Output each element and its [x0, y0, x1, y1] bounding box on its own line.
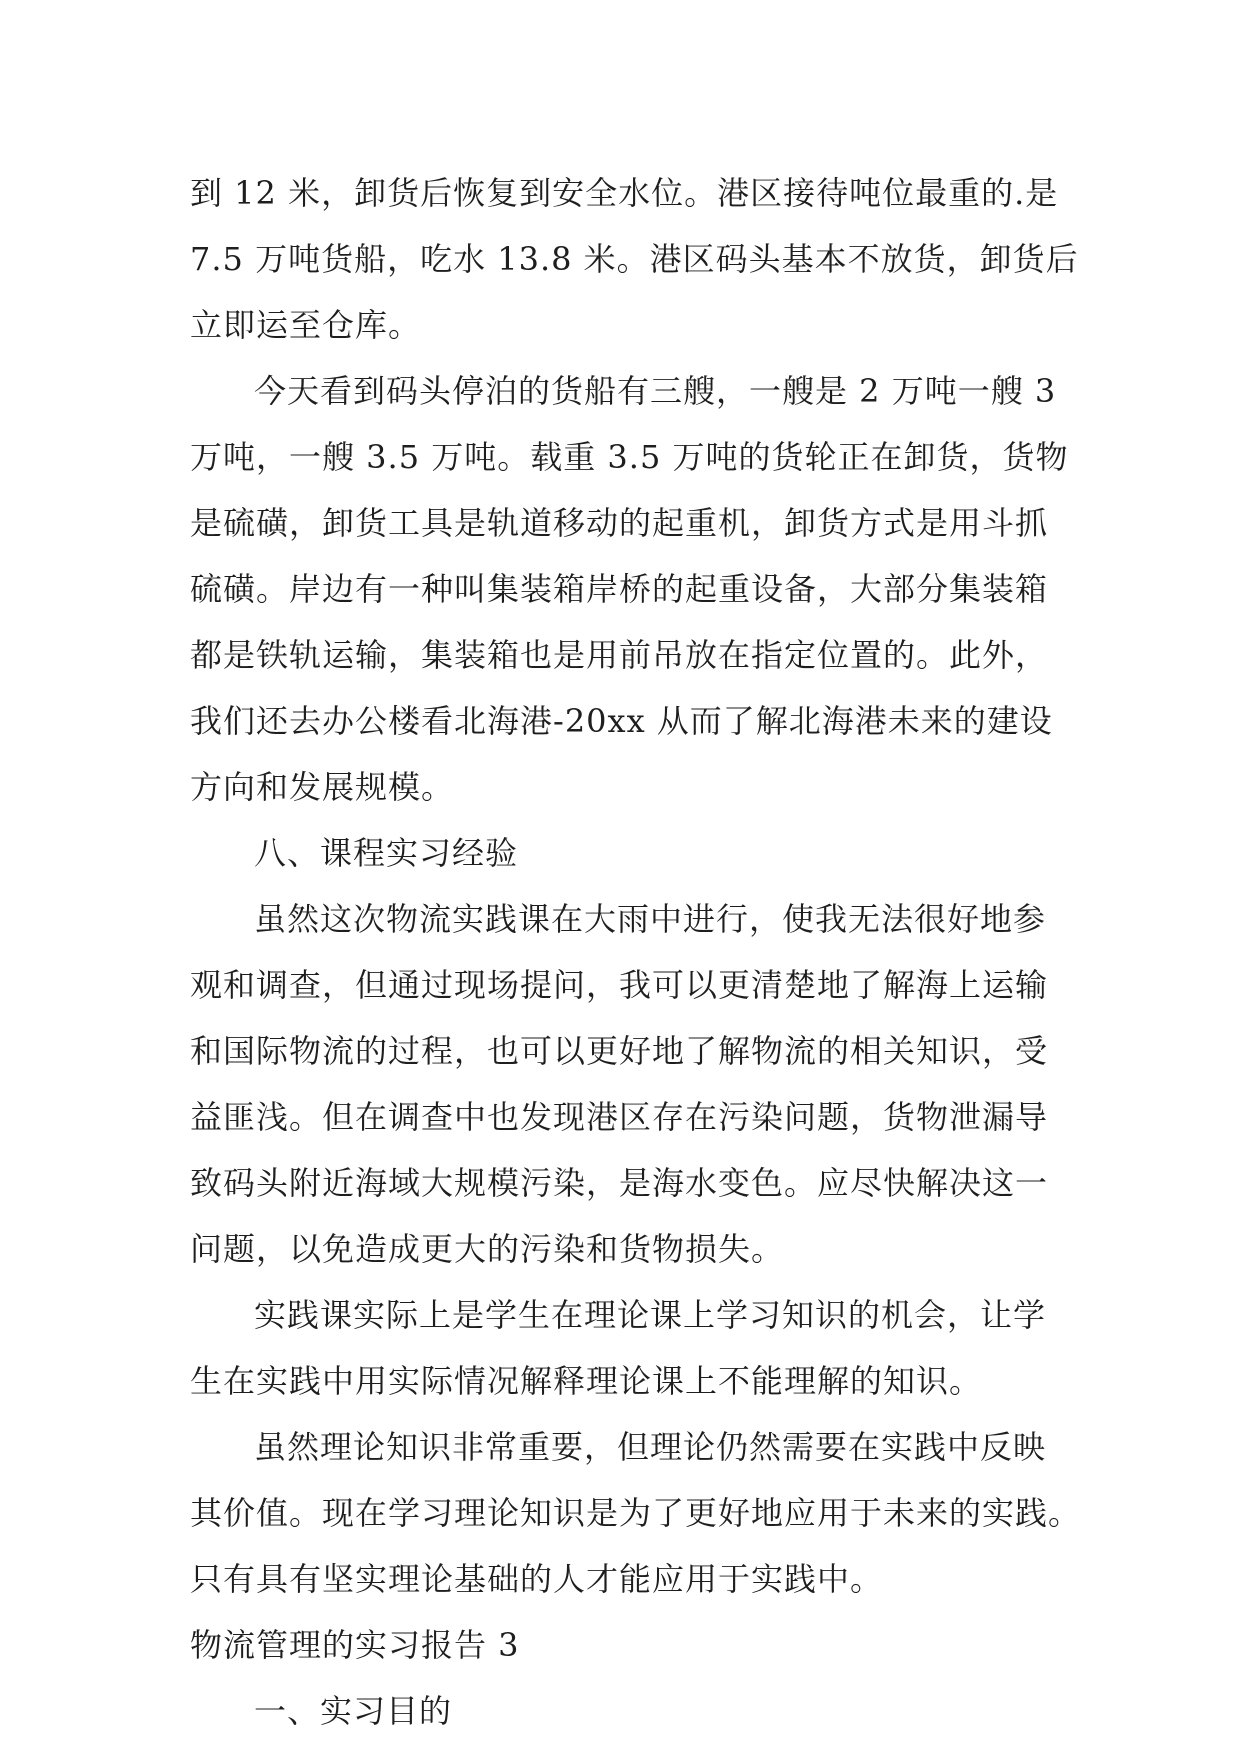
paragraph-line: 益匪浅。但在调查中也发现港区存在污染问题，货物泄漏导: [190, 1098, 1049, 1136]
paragraph: [190, 358, 1069, 820]
paragraph-line: 虽然这次物流实践课在大雨中进行，使我无法很好地参: [254, 900, 1047, 938]
paragraph-line: 生在实践中用实际情况解释理论课上不能理解的知识。: [190, 1362, 983, 1400]
section-heading: 一、实习目的: [254, 1692, 453, 1730]
section-heading: 物流管理的实习报告 3: [190, 1626, 520, 1664]
paragraph-line: 立即运至仓库。: [190, 306, 422, 344]
paragraph-line: 硫磺。岸边有一种叫集装箱岸桥的起重设备，大部分集装箱: [190, 570, 1049, 608]
section-heading: 八、课程实习经验: [254, 834, 519, 872]
document-body: [190, 160, 1082, 1744]
paragraph: [190, 886, 1060, 1282]
paragraph: [190, 1282, 1060, 1414]
paragraph-line: 问题，以免造成更大的污染和货物损失。: [190, 1230, 785, 1268]
paragraph-line: 今天看到码头停泊的货船有三艘，一艘是 2 万吨一艘 3: [254, 372, 1057, 410]
paragraph-line: 其价值。现在学习理论知识是为了更好地应用于未来的实践。: [190, 1494, 1082, 1532]
paragraph-line: 都是铁轨运输，集装箱也是用前吊放在指定位置的。此外，: [190, 636, 1049, 674]
paragraph-line: 方向和发展规模。: [190, 768, 455, 806]
paragraph-line: 万吨，一艘 3.5 万吨。载重 3.5 万吨的货轮正在卸货，货物: [190, 438, 1069, 476]
paragraph-line: 7.5 万吨货船，吃水 13.8 米。港区码头基本不放货，卸货后: [190, 240, 1079, 278]
paragraph-line: 致码头附近海域大规模污染，是海水变色。应尽快解决这一: [190, 1164, 1049, 1202]
paragraph-line: 实践课实际上是学生在理论课上学习知识的机会，让学: [254, 1296, 1047, 1334]
paragraph: [190, 1414, 1082, 1612]
paragraph-line: 是硫磺，卸货工具是轨道移动的起重机，卸货方式是用斗抓: [190, 504, 1049, 542]
paragraph: [190, 160, 1079, 358]
paragraph-line: 我们还去办公楼看北海港-20xx 从而了解北海港未来的建设: [190, 702, 1053, 740]
paragraph-line: 只有具有坚实理论基础的人才能应用于实践中。: [190, 1560, 884, 1598]
paragraph-line: 和国际物流的过程，也可以更好地了解物流的相关知识，受: [190, 1032, 1049, 1070]
paragraph-line: 虽然理论知识非常重要，但理论仍然需要在实践中反映: [254, 1428, 1047, 1466]
paragraph-line: 观和调查，但通过现场提问，我可以更清楚地了解海上运输: [190, 966, 1049, 1004]
paragraph-line: 到 12 米，卸货后恢复到安全水位。港区接待吨位最重的.是: [190, 174, 1059, 212]
